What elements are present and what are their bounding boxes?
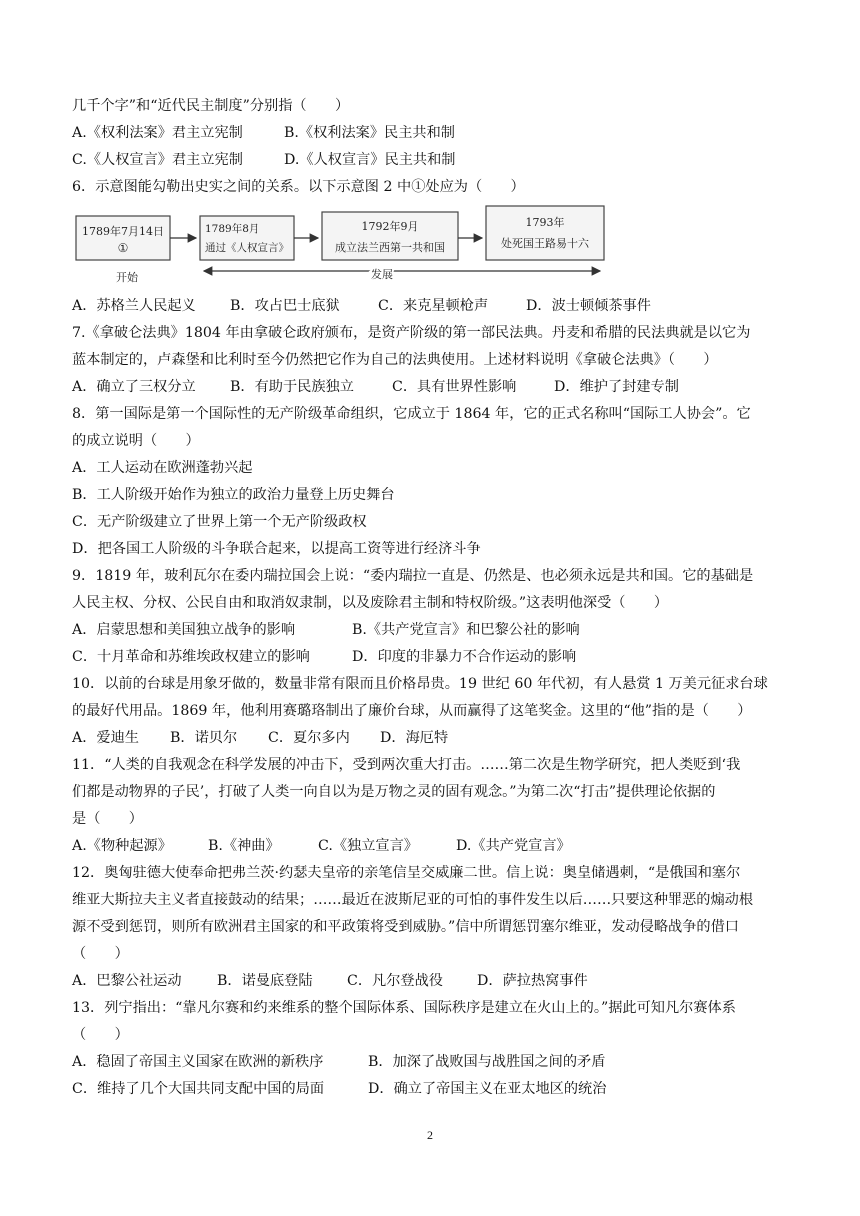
- q7-stem-line2: 蓝本制定的，卢森堡和比利时至今仍然把它作为自己的法典使用。上述材料说明《拿破仑法典》（ ）: [72, 352, 718, 368]
- q12-option-b[interactable]: B．诺曼底登陆: [217, 973, 313, 989]
- q11-options: [72, 833, 792, 859]
- q11-option-b[interactable]: B.《神曲》: [208, 838, 280, 854]
- q7-options: [72, 374, 792, 400]
- q10-option-b[interactable]: B．诺贝尔: [170, 730, 238, 746]
- q8-option-a[interactable]: A．工人运动在欧洲蓬勃兴起: [72, 460, 253, 476]
- q9-option-a[interactable]: A．启蒙思想和美国独立战争的影响: [72, 622, 296, 638]
- q8-option-c[interactable]: C．无产阶级建立了世界上第一个无产阶级政权: [72, 514, 367, 530]
- q8-stem-line2: 的成立说明（ ）: [72, 433, 200, 449]
- q12-stem-line3: 源不受到惩罚，则所有欧洲君主国家的和平政策将受到威胁。”信中所谓惩罚塞尔维亚，发动侵略战争的借口: [72, 919, 739, 935]
- q10-option-a[interactable]: A．爱迪生: [72, 730, 139, 746]
- q7-option-a[interactable]: A．确立了三权分立: [72, 379, 196, 395]
- q12-options: [72, 968, 792, 994]
- q11-stem-line2: 们都是动物界的子民’，打破了人类一向自以为是万物之灵的固有观念。”为第二次“打击”提供理论依据的: [72, 784, 716, 800]
- q6-option-c[interactable]: C．来克星顿枪声: [378, 298, 489, 314]
- label-start: 开始: [116, 271, 138, 284]
- q13-options-row2: [72, 1076, 792, 1102]
- q11-option-d[interactable]: D.《共产党宣言》: [456, 838, 571, 854]
- q10-stem-line1: 10．以前的台球是用象牙做的，数量非常有限而且价格昂贵。19 世纪 60 年代初，有人悬赏 1 万美元征求台球: [72, 676, 768, 692]
- q8-stem-line1: 8．第一国际是第一个国际性的无产阶级革命组织，它成立于 1864 年，它的正式名称叫“国际工人协会”。它: [72, 406, 751, 422]
- timeline-box-2-date: 1789年8月: [205, 223, 260, 235]
- timeline-box-4-event: 处死国王路易十六: [501, 237, 589, 250]
- q12-stem-line4: （ ）: [72, 946, 129, 962]
- q7-option-d[interactable]: D．维护了封建专制: [554, 379, 679, 395]
- q12-option-a[interactable]: A．巴黎公社运动: [72, 973, 182, 989]
- q10-stem-line2: 的最好代用品。1869 年，他利用赛璐珞制出了廉价台球，从而赢得了这笔奖金。这里的“他”指的是（ ）: [72, 703, 752, 719]
- q5-option-c[interactable]: C.《人权宣言》君主立宪制: [72, 152, 243, 168]
- q11-stem-line3: 是（ ）: [72, 811, 143, 827]
- q9-options-row2: [72, 644, 792, 670]
- q6-stem: 6．示意图能勾勒出史实之间的关系。以下示意图 2 中①处应为（ ）: [72, 179, 525, 195]
- q13-options-row1: [72, 1049, 792, 1075]
- q5-option-d[interactable]: D.《人权宣言》民主共和制: [284, 152, 456, 168]
- q12-option-d[interactable]: D．萨拉热窝事件: [477, 973, 588, 989]
- q9-option-b[interactable]: B.《共产党宣言》和巴黎公社的影响: [352, 622, 580, 638]
- q9-option-c[interactable]: C．十月革命和苏维埃政权建立的影响: [72, 649, 310, 665]
- q9-stem-line2: 人民主权、分权、公民自由和取消奴隶制，以及废除君主制和特权阶级。”这表明他深受（ ）: [72, 595, 669, 611]
- timeline-box-3-date: 1792年9月: [361, 220, 419, 233]
- q5-options-row1: [72, 120, 792, 146]
- timeline-box-2-event: 通过《人权宣言》: [205, 242, 289, 254]
- q7-option-c[interactable]: C．具有世界性影响: [392, 379, 517, 395]
- q13-stem-line2: （ ）: [72, 1027, 129, 1043]
- q11-option-c[interactable]: C.《独立宣言》: [318, 838, 418, 854]
- q12-stem-line1: 12．奥匈驻德大使奉命把弗兰茨·约瑟夫皇帝的亲笔信呈交威廉二世。信上说：奥皇储遇刺，“是俄国和塞尔: [72, 865, 741, 881]
- q7-stem-line1: 7.《拿破仑法典》1804 年由拿破仑政府颁布，是资产阶级的第一部民法典。丹麦和希腊的民法典就是以它为: [72, 325, 751, 341]
- q8-option-b[interactable]: B．工人阶级开始作为独立的政治力量登上历史舞台: [72, 487, 395, 503]
- q6-options: [72, 293, 792, 319]
- q13-stem-line1: 13．列宁指出：“靠凡尔赛和约来维系的整个国际体系、国际秩序是建立在火山上的。”据此可知凡尔赛体系: [72, 1000, 736, 1016]
- q11-option-a[interactable]: A.《物种起源》: [72, 838, 172, 854]
- q13-option-a[interactable]: A．稳固了帝国主义国家在欧洲的新秩序: [72, 1054, 324, 1070]
- timeline-box-1-mark: ①: [117, 241, 129, 255]
- timeline-box-1-date: 1789年7月14日: [82, 225, 164, 238]
- q5-option-a[interactable]: A.《权利法案》君主立宪制: [72, 125, 243, 141]
- q10-option-d[interactable]: D．海厄特: [380, 730, 449, 746]
- q8-option-d[interactable]: D．把各国工人阶级的斗争联合起来，以提高工资等进行经济斗争: [72, 541, 481, 557]
- q9-options-row1: [72, 617, 792, 643]
- q13-option-c[interactable]: C．维持了几个大国共同支配中国的局面: [72, 1081, 325, 1097]
- timeline-box-3-event: 成立法兰西第一共和国: [335, 241, 445, 254]
- q12-stem-line2: 维亚大斯拉夫主义者直接鼓动的结果；……最近在波斯尼亚的可怕的事件发生以后……只要这种罪恶的煽动根: [72, 892, 754, 908]
- q9-option-d[interactable]: D．印度的非暴力不合作运动的影响: [352, 649, 577, 665]
- q6-timeline-diagram: [72, 199, 632, 295]
- q9-stem-line1: 9．1819 年，玻利瓦尔在委内瑞拉国会上说：“委内瑞拉一直是、仍然是、也必须永远是共和国。它的基础是: [72, 568, 754, 584]
- q7-option-b[interactable]: B．有助于民族独立: [230, 379, 354, 395]
- q5-option-b[interactable]: B.《权利法案》民主共和制: [284, 125, 455, 141]
- q6-option-b[interactable]: B．攻占巴士底狱: [230, 298, 340, 314]
- q13-option-d[interactable]: D．确立了帝国主义在亚太地区的统治: [368, 1081, 607, 1097]
- q5-options-row2: [72, 147, 792, 173]
- q5-stem: 几千个字”和“近代民主制度”分别指（ ）: [72, 98, 350, 114]
- q10-options: [72, 725, 792, 751]
- q12-option-c[interactable]: C．凡尔登战役: [347, 973, 443, 989]
- timeline-box-4-date: 1793年: [525, 216, 565, 229]
- q6-option-d[interactable]: D．波士顿倾茶事件: [526, 298, 651, 314]
- label-develop: 发展: [371, 268, 393, 281]
- q6-option-a[interactable]: A．苏格兰人民起义: [72, 298, 196, 314]
- q11-stem-line1: 11．“人类的自我观念在科学发展的冲击下，受到两次重大打击。……第二次是生物学研究，把人类贬到‘我: [72, 757, 741, 773]
- timeline-box-4: [486, 206, 604, 260]
- page-number: 2: [427, 1128, 433, 1142]
- q13-option-b[interactable]: B．加深了战败国与战胜国之间的矛盾: [368, 1054, 606, 1070]
- q10-option-c[interactable]: C．夏尔多内: [268, 730, 350, 746]
